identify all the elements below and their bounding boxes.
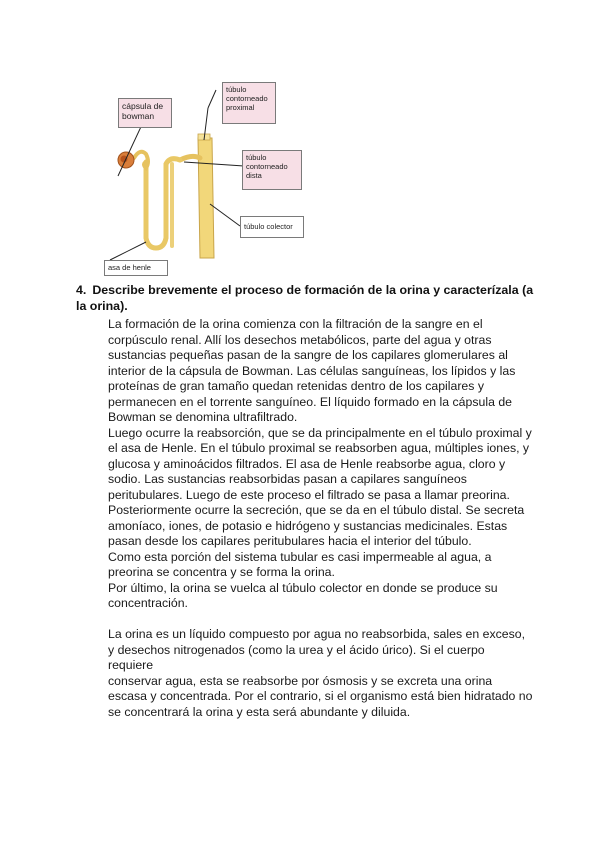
- question-number: 4.: [76, 283, 87, 297]
- answer-paragraph-secrecion: Posteriormente ocurre la secreción, que se da en el túbulo distal. Se secreta amoníaco, iones, de potasio e hidrógeno y sustancias medicinales. Estas pasan desde los capilares peritubulares hacia el interior del túbulo.: [108, 503, 525, 548]
- label-capsula-bowman: cápsula de bowman: [118, 98, 172, 128]
- paragraph-spacer: [108, 612, 533, 628]
- label-asa-henle: asa de henle: [104, 260, 168, 276]
- loop-of-henle: [146, 159, 180, 248]
- label-tubulo-distal: túbulo contorneado dista: [242, 150, 302, 190]
- proximal-tubule: [134, 152, 148, 168]
- label-tubulo-colector: túbulo colector: [240, 216, 304, 238]
- question-text: Describe brevemente el proceso de formación de la orina y caracterízala (a la orina).: [76, 283, 534, 313]
- nephron-figure: [100, 78, 310, 278]
- label-tubulo-proximal: túbulo contorneado proximal: [222, 82, 276, 124]
- answer-body: [108, 317, 533, 720]
- answer-paragraph-caracteristicas: La orina es un líquido compuesto por agua no reabsorbida, sales en exceso, y desechos nitrogenados (como la urea y el ácido úrico). Si el cuerpo requiere conservar agua, esta se reabsorbe por ósmosis y se excreta una orina escasa y concentrada. Por el contrario, si el organismo está bien hidratado no se concentrará la orina y esta será abundante y diluida.: [108, 627, 533, 719]
- answer-paragraph-colector: Por último, la orina se vuelca al túbulo colector en donde se produce su concentración.: [108, 580, 498, 610]
- answer-paragraph-reabsorcion: Luego ocurre la reabsorción, que se da principalmente en el túbulo proximal y el asa de Henle. En el túbulo proximal se reabsorben agua, múltiples iones, y glucosa y aminoácidos filtrados. El asa de Henle reabsorbe agua, cloro y sodio. Las sustancias reabsorbidas pasan a capilares sanguíneos peritubulares. Luego de este proceso el filtrado se pasa a llamar preorina.: [108, 425, 532, 502]
- question-heading: [76, 283, 546, 314]
- answer-paragraph-concentracion: Como esta porción del sistema tubular es casi impermeable al agua, a preorina se concentra y se forma la orina.: [108, 549, 492, 579]
- answer-paragraph-filtracion: La formación de la orina comienza con la filtración de la sangre en el corpúsculo renal. Allí los desechos metabólicos, parte del agua y otras sustancias pequeñas pasan de la sangre de los capilares glomerulares al interior de la cápsula de Bowman. Las células sanguíneas, los lípidos y las proteínas de gran tamaño quedan retenidas dentro de los capilares y permanecen en el torrente sanguíneo. El líquido formado en la cápsula de Bowman se denomina ultrafiltrado.: [108, 317, 516, 424]
